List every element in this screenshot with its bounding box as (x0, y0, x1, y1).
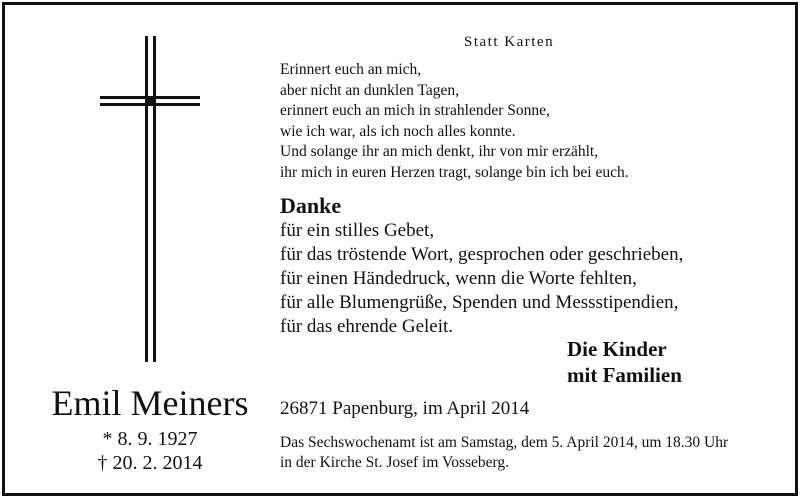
poem-line: erinnert euch an mich in strahlender Sonne, (280, 102, 550, 119)
poem (280, 60, 629, 183)
place-date: 26871 Papenburg, im April 2014 (280, 398, 530, 419)
signature-line-1: Die Kinder (567, 337, 667, 361)
poem-line: aber nicht an dunklen Tagen, (280, 81, 459, 99)
signature (567, 336, 682, 388)
service-notice-line-2: in der Kirche St. Josef im Vosseberg. (280, 454, 510, 471)
thanks-line: für alle Blumengrüße, Spenden und Messstipendien, (280, 292, 679, 313)
death-date: † 20. 2. 2014 (97, 452, 203, 474)
thanks-line: für das ehrende Geleit. (280, 316, 454, 337)
thanks-line: für ein stilles Gebet, (280, 220, 435, 241)
thanks-list (280, 219, 683, 339)
service-notice-line-1: Das Sechswochenamt ist am Samstag, dem 5. April 2014, um 18.30 Uhr (280, 434, 729, 451)
poem-line: Erinnert euch an mich, (280, 61, 422, 78)
thanks-line: für einen Händedruck, wenn die Worte fehlten, (280, 268, 637, 289)
poem-line: ihr mich in euren Herzen tragt, solange bin ich bei euch. (280, 163, 629, 181)
statt-karten-label: Statt Karten (464, 34, 555, 50)
deceased-name: Emil Meiners (51, 383, 249, 423)
poem-line: Und solange ihr an mich denkt, ihr von mir erzählt, (280, 143, 599, 160)
thanks-line: für das tröstende Wort, gesprochen oder geschrieben, (280, 244, 684, 265)
signature-line-2: mit Familien (567, 363, 682, 387)
poem-line: wie ich war, als ich noch alles konnte. (280, 122, 516, 140)
service-notice (280, 433, 728, 473)
birth-date: * 8. 9. 1927 (102, 428, 198, 450)
thanks-heading: Danke (280, 193, 342, 218)
